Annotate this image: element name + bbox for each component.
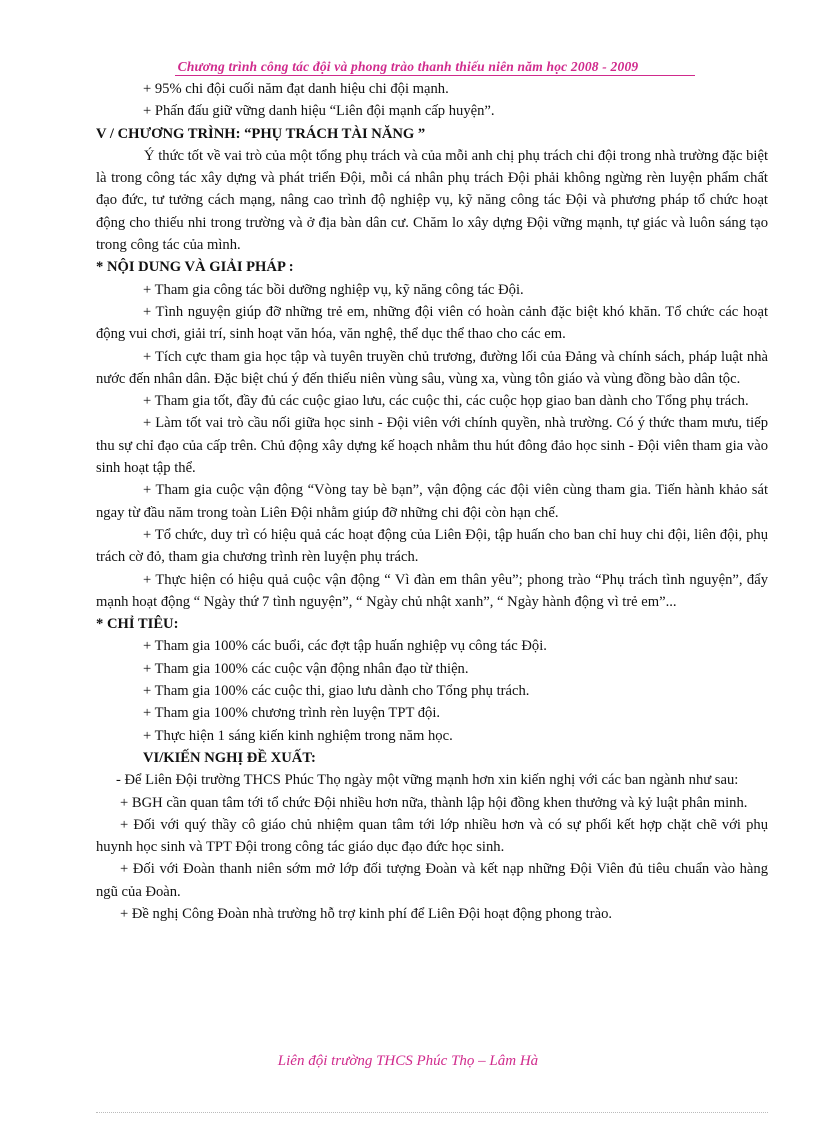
content-item: + Thực hiện có hiệu quả cuộc vận động “ Vì đàn em thân yêu”; phong trào “Phụ trách tình nguyện”, đẩy mạnh hoạt động “ Ngày thứ 7 tình nguyện”, “ Ngày chủ nhật xanh”, “ Ngày hành động vì trẻ em”... [96, 571, 768, 610]
section-6-intro: - Để Liên Đội trường THCS Phúc Thọ ngày một vững mạnh hơn xin kiến nghị với các ban ngành như sau: [116, 772, 739, 789]
recommendation-item: + BGH cần quan tâm tới tổ chức Đội nhiều hơn nữa, thành lập hội đồng khen thưởng và kỷ luật phân minh. [120, 794, 748, 811]
recommendation-item: + Đề nghị Công Đoàn nhà trường hỗ trợ kinh phí để Liên Đội hoạt động phong trào. [120, 905, 613, 922]
section-5-paragraph: Ý thức tốt về vai trò của một tổng phụ trách và của mỗi anh chị phụ trách chi đội trong nhà trường đặc biệt là trong công tác xây dựng và phát triển Đội, mỗi cá nhân phụ trách Đội phải không ngừng rèn luyện phẩm chất đạo đức, tư tưởng cách mạng, nâng cao trình độ nghiệp vụ, kỹ năng công tác Đội và phương pháp tổ chức hoạt động cho thiếu nhi trong trường và ở địa bàn dân cư. Chăm lo xây dựng Đội vững mạnh, tự giác và luôn sáng tạo trong công tác của mình. [96, 147, 768, 254]
target-heading: * CHỈ TIÊU: [96, 616, 179, 633]
content-item: + Tình nguyện giúp đỡ những trẻ em, những đội viên có hoàn cảnh đặc biệt khó khăn. Tổ chức các hoạt động vui chơi, giải trí, sinh hoạt văn hóa, văn nghệ, thể dục thể thao cho các em. [96, 303, 768, 343]
content-item: + Tích cực tham gia học tập và tuyên truyền chủ trương, đường lối của Đảng và chính sách, pháp luật nhà nước đến nhân dân. Đặc biệt chú ý đến thiếu niên vùng sâu, vùng xa, vùng tôn giáo và vùng đồng bào dân tộc. [96, 348, 768, 387]
content-heading: * NỘI DUNG VÀ GIẢI PHÁP : [96, 259, 294, 276]
target-item: + Thực hiện 1 sáng kiến kinh nghiệm trong năm học. [143, 727, 453, 744]
intro-item: + Phấn đấu giữ vững danh hiệu “Liên đội mạnh cấp huyện”. [143, 103, 495, 120]
header-underline [175, 75, 695, 76]
running-header: Chương trình công tác đội và phong trào thanh thiếu niên năm học 2008 - 2009 [177, 59, 639, 74]
target-item: + Tham gia 100% các cuộc thi, giao lưu dành cho Tổng phụ trách. [143, 683, 530, 700]
content-item: + Tham gia công tác bồi dưỡng nghiệp vụ, kỹ năng công tác Đội. [143, 281, 524, 298]
recommendation-item: + Đối với Đoàn thanh niên sớm mở lớp đối tượng Đoàn và kết nạp những Đội Viên đủ tiêu chuẩn vào hàng ngũ của Đoàn. [96, 861, 768, 900]
page-footer: Liên đội trường THCS Phúc Thọ – Lâm Hà [277, 1053, 539, 1069]
content-item: + Tổ chức, duy trì có hiệu quả các hoạt động của Liên Đội, tập huấn cho ban chỉ huy chi đội, liên đội, phụ trách cờ đỏ, tham gia chương trình rèn luyện phụ trách. [96, 526, 768, 566]
recommendation-item: + Đối với quý thầy cô giáo chủ nhiệm quan tâm tới lớp nhiều hơn và có sự phối kết hợp chặt chẽ với phụ huynh học sinh và TPT Đội trong công tác giáo dục đạo đức học sinh. [96, 816, 768, 856]
content-item: + Tham gia tốt, đầy đủ các cuộc giao lưu, các cuộc thi, các cuộc họp giao ban dành cho Tổng phụ trách. [143, 393, 749, 410]
intro-item: + 95% chi đội cuối năm đạt danh hiệu chi đội mạnh. [143, 81, 449, 97]
section-5-heading: V / CHƯƠNG TRÌNH: “PHỤ TRÁCH TÀI NĂNG ” [96, 125, 426, 142]
target-item: + Tham gia 100% các buổi, các đợt tập huấn nghiệp vụ công tác Đội. [143, 638, 547, 655]
section-6-heading: VI/KIẾN NGHỊ ĐỀ XUẤT: [143, 749, 316, 766]
target-item: + Tham gia 100% chương trình rèn luyện TPT đội. [143, 705, 441, 722]
footer-dotted-rule [96, 1112, 768, 1113]
document-body [96, 78, 768, 925]
content-item: + Làm tốt vai trò cầu nối giữa học sinh - Đội viên với chính quyền, nhà trường. Có ý thức tham mưu, tiếp thu sự chỉ đạo của cấp trên. Chủ động xây dựng kế hoạch nhằm thu hút đông đảo học sinh - Đội viên tham gia vào sinh hoạt tập thể. [96, 415, 768, 477]
target-item: + Tham gia 100% các cuộc vận động nhân đạo từ thiện. [143, 660, 469, 677]
content-item: + Tham gia cuộc vận động “Vòng tay bè bạn”, vận động các đội viên cùng tham gia. Tiến hành khảo sát ngay từ đầu năm trong toàn Liên Đội nhằm giúp đỡ những chi đội còn hạn chế. [96, 482, 768, 521]
